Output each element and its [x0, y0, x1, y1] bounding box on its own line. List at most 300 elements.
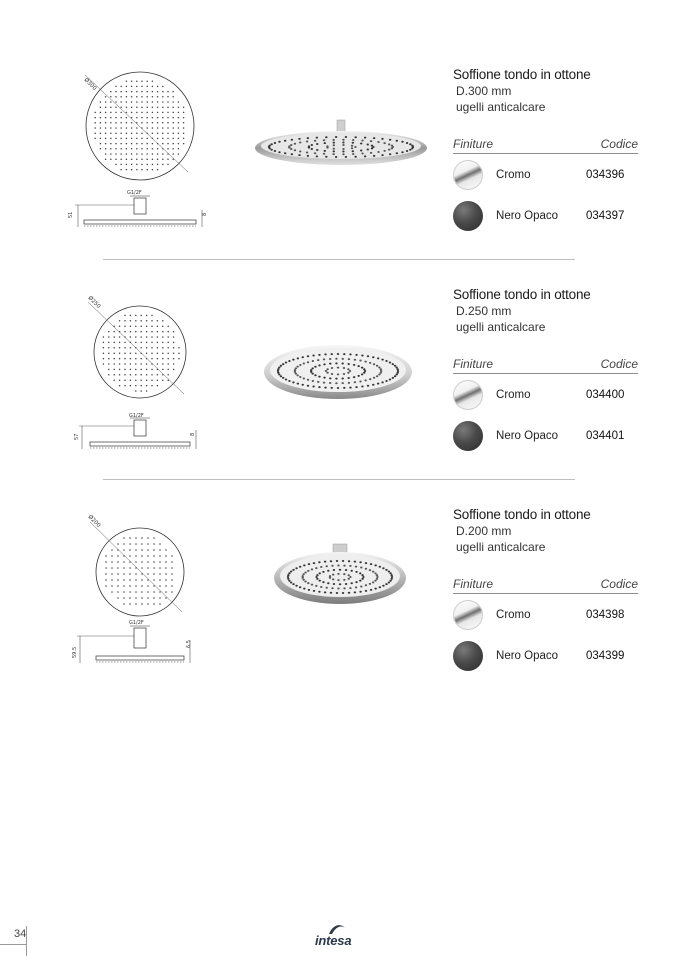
nozzle-dot: [151, 358, 153, 360]
nozzle-hole: [349, 576, 351, 578]
nozzle-dot: [136, 96, 138, 98]
nozzle-dot: [115, 148, 117, 150]
nozzle-dot: [141, 597, 143, 599]
nozzle-dot: [119, 320, 121, 322]
nozzle-dot: [159, 585, 161, 587]
nozzle-dot: [117, 585, 119, 587]
nozzle-dot: [157, 385, 159, 387]
nozzle-dot: [167, 132, 169, 134]
nozzle-dot: [178, 153, 180, 155]
nozzle-dot: [183, 127, 185, 129]
nozzle-dot: [183, 132, 185, 134]
nozzle-hole: [365, 590, 367, 592]
nozzle-dot: [124, 385, 126, 387]
nozzle-dot: [167, 374, 169, 376]
nozzle-dot: [131, 132, 133, 134]
nozzle-hole: [378, 374, 380, 376]
nozzle-dot: [113, 374, 115, 376]
nozzle-dot: [152, 96, 154, 98]
nozzle-dot: [171, 555, 173, 557]
nozzle-dot: [119, 363, 121, 365]
nozzle-dot: [123, 603, 125, 605]
nozzle-hole: [337, 353, 339, 355]
nozzle-hole: [337, 564, 339, 566]
nozzle-dot: [153, 573, 155, 575]
nozzle-hole: [280, 365, 282, 367]
nozzle-hole: [312, 386, 314, 388]
nozzle-hole: [326, 145, 328, 147]
nozzle-dot: [126, 143, 128, 145]
nozzle-hole: [329, 575, 331, 577]
nozzle-hole: [379, 566, 381, 568]
nozzle-dot: [162, 325, 164, 327]
nozzle-dot: [130, 320, 132, 322]
nozzle-dot: [141, 80, 143, 82]
nozzle-hole: [296, 366, 298, 368]
nozzle-dot: [162, 347, 164, 349]
nozzle-dot: [126, 153, 128, 155]
nozzle-dot: [162, 363, 164, 365]
nozzle-hole: [361, 139, 363, 141]
nozzle-hole: [324, 561, 326, 563]
nozzle-dot: [173, 342, 175, 344]
finishes-table-header: [453, 357, 638, 374]
nozzle-hole: [307, 570, 309, 572]
nozzle-hole: [303, 588, 305, 590]
nozzle-hole: [355, 586, 357, 588]
nozzle-dot: [140, 385, 142, 387]
nozzle-dot: [136, 132, 138, 134]
nozzle-hole: [389, 362, 391, 364]
nozzle-dot: [157, 112, 159, 114]
nozzle-dot: [108, 336, 110, 338]
finish-code: 034397: [586, 209, 625, 222]
nozzle-dot: [147, 537, 149, 539]
finish-row-chrome: [453, 154, 638, 195]
nozzle-dot: [119, 342, 121, 344]
nozzle-hole: [342, 150, 344, 152]
nozzle-hole: [342, 153, 344, 155]
nozzle-dot: [153, 549, 155, 551]
nozzle-dot: [129, 585, 131, 587]
product-feature: ugelli anticalcare: [456, 320, 546, 334]
nozzle-dot: [135, 352, 137, 354]
nozzle-hole: [307, 385, 309, 387]
nozzle-hole: [347, 363, 349, 365]
nozzle-dot: [183, 106, 185, 108]
nozzle-dot: [157, 148, 159, 150]
nozzle-dot: [136, 117, 138, 119]
nozzle-dot: [136, 80, 138, 82]
nozzle-hole: [352, 142, 354, 144]
nozzle-dot: [110, 138, 112, 140]
nozzle-dot: [172, 91, 174, 93]
header-finish: Finiture: [453, 577, 494, 591]
nozzle-dot: [126, 80, 128, 82]
nozzle-hole: [339, 583, 341, 585]
nozzle-hole: [335, 358, 337, 360]
nozzle-dot: [153, 543, 155, 545]
nozzle-dot: [115, 158, 117, 160]
nozzle-dot: [162, 158, 164, 160]
nozzle-hole: [364, 379, 366, 381]
nozzle-dot: [100, 138, 102, 140]
nozzle-dot: [178, 101, 180, 103]
nozzle-hole: [364, 155, 366, 157]
section-divider: [103, 479, 575, 480]
nozzle-dot: [120, 143, 122, 145]
nozzle-dot: [157, 91, 159, 93]
nozzle-hole: [360, 585, 362, 587]
nozzle-hole: [376, 375, 378, 377]
nozzle-hole: [381, 138, 383, 140]
nozzle-hole: [354, 381, 356, 383]
nozzle-dot: [167, 342, 169, 344]
nozzle-hole: [331, 373, 333, 375]
nozzle-dot: [152, 148, 154, 150]
nozzle-hole: [333, 569, 335, 571]
nozzle-dot: [152, 117, 154, 119]
nozzle-dot: [135, 543, 137, 545]
nozzle-hole: [318, 376, 320, 378]
nozzle-hole: [361, 574, 363, 576]
nozzle-hole: [318, 354, 320, 356]
nozzle-dot: [167, 325, 169, 327]
nozzle-hole: [290, 581, 292, 583]
nozzle-dot: [126, 106, 128, 108]
nozzle-dot: [152, 101, 154, 103]
nozzle-dot: [162, 320, 164, 322]
nozzle-hole: [294, 143, 296, 145]
nozzle-dot: [117, 591, 119, 593]
nozzle-dot: [157, 132, 159, 134]
nozzle-dot: [162, 86, 164, 88]
nozzle-dot: [141, 106, 143, 108]
nozzle-hole: [310, 371, 312, 373]
nozzle-hole: [329, 363, 331, 365]
nozzle-dot: [141, 537, 143, 539]
nozzle-hole: [359, 572, 361, 574]
nozzle-hole: [348, 578, 350, 580]
nozzle-hole: [324, 150, 326, 152]
nozzle-hole: [274, 142, 276, 144]
nozzle-dot: [173, 336, 175, 338]
nozzle-dot: [178, 352, 180, 354]
nozzle-dot: [157, 106, 159, 108]
nozzle-dot: [165, 585, 167, 587]
nozzle-dot: [117, 567, 119, 569]
nozzle-dot: [146, 117, 148, 119]
header-code: Codice: [600, 577, 638, 591]
nozzle-hole: [347, 372, 349, 374]
nozzle-hole: [397, 370, 399, 372]
nozzle-dot: [123, 567, 125, 569]
nozzle-dot: [152, 143, 154, 145]
nozzle-hole: [302, 573, 304, 575]
nozzle-dot: [141, 101, 143, 103]
nozzle-hole: [342, 142, 344, 144]
nozzle-dot: [115, 138, 117, 140]
nozzle-dot: [120, 91, 122, 93]
nozzle-dot: [120, 106, 122, 108]
nozzle-dot: [110, 112, 112, 114]
nozzle-hole: [365, 584, 367, 586]
nozzle-hole: [367, 385, 369, 387]
nozzle-hole: [401, 141, 403, 143]
nozzle-hole: [333, 144, 335, 146]
nozzle-hole: [370, 563, 372, 565]
nozzle-dot: [123, 579, 125, 581]
nozzle-dot: [146, 80, 148, 82]
nozzle-dot: [130, 315, 132, 317]
nozzle-hole: [332, 574, 334, 576]
nozzle-dot: [167, 106, 169, 108]
nozzle-dot: [162, 101, 164, 103]
nozzle-dot: [135, 585, 137, 587]
nozzle-hole: [370, 152, 372, 154]
nozzle-hole: [314, 366, 316, 368]
nozzle-hole: [351, 570, 353, 572]
nozzle-hole: [361, 354, 363, 356]
nozzle-hole: [369, 362, 371, 364]
nozzle-dot: [136, 112, 138, 114]
nozzle-dot: [140, 347, 142, 349]
nozzle-dot: [183, 138, 185, 140]
nozzle-dot: [146, 164, 148, 166]
nozzle-hole: [280, 375, 282, 377]
svg-text:57: 57: [74, 433, 80, 440]
nozzle-hole: [308, 145, 310, 147]
nozzle-hole: [367, 149, 369, 151]
nozzle-hole: [361, 153, 363, 155]
nozzle-hole: [304, 571, 306, 573]
nozzle-dot: [141, 158, 143, 160]
nozzle-dot: [110, 148, 112, 150]
svg-text:G1/2F: G1/2F: [129, 620, 144, 626]
svg-text:8: 8: [202, 212, 208, 216]
nozzle-dot: [123, 543, 125, 545]
nozzle-hole: [365, 562, 367, 564]
nozzle-hole: [367, 143, 369, 145]
nozzle-dot: [124, 369, 126, 371]
nozzle-dot: [151, 385, 153, 387]
nozzle-hole: [287, 574, 289, 576]
nozzle-dot: [162, 127, 164, 129]
nozzle-dot: [147, 561, 149, 563]
nozzle-hole: [372, 571, 374, 573]
nozzle-hole: [319, 572, 321, 574]
nozzle-dot: [146, 369, 148, 371]
nozzle-dot: [126, 112, 128, 114]
nozzle-dot: [162, 96, 164, 98]
nozzle-dot: [117, 579, 119, 581]
nozzle-dot: [126, 101, 128, 103]
nozzle-dot: [110, 106, 112, 108]
nozzle-dot: [135, 342, 137, 344]
nozzle-hole: [352, 139, 354, 141]
nozzle-dot: [126, 138, 128, 140]
nozzle-hole: [288, 360, 290, 362]
nozzle-dot: [152, 127, 154, 129]
nozzle-hole: [361, 386, 363, 388]
nozzle-hole: [369, 583, 371, 585]
nozzle-dot: [157, 153, 159, 155]
nozzle-dot: [123, 585, 125, 587]
nozzle-dot: [146, 374, 148, 376]
svg-text:6.5: 6.5: [186, 640, 192, 648]
product-title: Soffione tondo in ottone: [453, 287, 591, 302]
nozzle-dot: [108, 358, 110, 360]
nozzle-dot: [136, 169, 138, 171]
nozzle-hole: [324, 353, 326, 355]
nozzle-hole: [360, 567, 362, 569]
nozzle-dot: [171, 591, 173, 593]
nozzle-dot: [113, 363, 115, 365]
nozzle-dot: [157, 352, 159, 354]
nozzle-hole: [348, 358, 350, 360]
nozzle-dot: [183, 143, 185, 145]
chrome-swatch: [453, 380, 483, 410]
nozzle-dot: [111, 549, 113, 551]
nozzle-dot: [126, 86, 128, 88]
nozzle-dot: [110, 153, 112, 155]
nozzle-hole: [337, 387, 339, 389]
product-block-2: [0, 280, 678, 500]
nozzle-hole: [323, 139, 325, 141]
nozzle-hole: [342, 560, 344, 562]
nozzle-dot: [173, 369, 175, 371]
nozzle-hole: [385, 569, 387, 571]
nozzle-hole: [411, 147, 413, 149]
nozzle-hole: [374, 572, 376, 574]
nozzle-dot: [110, 101, 112, 103]
nozzle-dot: [140, 390, 142, 392]
nozzle-hole: [382, 585, 384, 587]
black-matte-swatch: [453, 201, 483, 231]
nozzle-dot: [135, 363, 137, 365]
nozzle-dot: [119, 369, 121, 371]
nozzle-dot: [178, 112, 180, 114]
nozzle-hole: [394, 365, 396, 367]
nozzle-dot: [178, 122, 180, 124]
nozzle-dot: [157, 101, 159, 103]
nozzle-hole: [311, 373, 313, 375]
nozzle-dot: [103, 336, 105, 338]
nozzle-hole: [312, 354, 314, 356]
nozzle-dot: [157, 358, 159, 360]
nozzle-dot: [131, 169, 133, 171]
nozzle-hole: [316, 143, 318, 145]
nozzle-dot: [172, 148, 174, 150]
nozzle-hole: [395, 374, 397, 376]
nozzle-hole: [294, 149, 296, 151]
nozzle-hole: [359, 380, 361, 382]
nozzle-dot: [172, 117, 174, 119]
nozzle-dot: [126, 122, 128, 124]
nozzle-dot: [165, 567, 167, 569]
nozzle-dot: [130, 325, 132, 327]
nozzle-dot: [140, 325, 142, 327]
nozzle-dot: [129, 597, 131, 599]
nozzle-dot: [157, 86, 159, 88]
nozzle-dot: [141, 585, 143, 587]
nozzle-hole: [378, 366, 380, 368]
nozzle-hole: [337, 588, 339, 590]
nozzle-hole: [325, 370, 327, 372]
nozzle-dot: [131, 153, 133, 155]
nozzle-dot: [100, 106, 102, 108]
nozzle-hole: [373, 137, 375, 139]
nozzle-dot: [147, 567, 149, 569]
nozzle-hole: [348, 574, 350, 576]
nozzle-hole: [354, 359, 356, 361]
nozzle-hole: [354, 136, 356, 138]
nozzle-hole: [303, 363, 305, 365]
nozzle-hole: [332, 153, 334, 155]
finish-name: Nero Opaco: [496, 429, 559, 442]
nozzle-dot: [135, 555, 137, 557]
nozzle-dot: [135, 591, 137, 593]
nozzle-dot: [115, 122, 117, 124]
nozzle-hole: [302, 384, 304, 386]
nozzle-hole: [343, 573, 345, 575]
nozzle-hole: [337, 579, 339, 581]
nozzle-hole: [329, 377, 331, 379]
nozzle-dot: [136, 148, 138, 150]
nozzle-dot: [124, 374, 126, 376]
nozzle-dot: [162, 153, 164, 155]
technical-drawing: [60, 500, 220, 720]
nozzle-dot: [165, 591, 167, 593]
nozzle-dot: [136, 153, 138, 155]
nozzle-dot: [141, 96, 143, 98]
nozzle-dot: [162, 336, 164, 338]
nozzle-dot: [117, 561, 119, 563]
nozzle-dot: [167, 91, 169, 93]
nozzle-dot: [117, 555, 119, 557]
nozzle-dot: [120, 158, 122, 160]
nozzle-hole: [317, 359, 319, 361]
nozzle-dot: [167, 143, 169, 145]
nozzle-hole: [301, 575, 303, 577]
nozzle-dot: [115, 132, 117, 134]
nozzle-dot: [162, 91, 164, 93]
nozzle-dot: [152, 169, 154, 171]
intesa-logo: intesa: [315, 922, 367, 950]
nozzle-dot: [131, 158, 133, 160]
nozzle-dot: [108, 347, 110, 349]
nozzle-dot: [94, 112, 96, 114]
nozzle-dot: [108, 374, 110, 376]
nozzle-dot: [140, 336, 142, 338]
nozzle-dot: [108, 363, 110, 365]
nozzle-dot: [146, 106, 148, 108]
nozzle-dot: [94, 127, 96, 129]
nozzle-hole: [388, 143, 390, 145]
nozzle-dot: [159, 597, 161, 599]
nozzle-dot: [146, 320, 148, 322]
nozzle-dot: [157, 158, 159, 160]
nozzle-dot: [136, 106, 138, 108]
nozzle-dot: [124, 363, 126, 365]
nozzle-dot: [173, 352, 175, 354]
section-divider: [103, 259, 575, 260]
nozzle-dot: [113, 379, 115, 381]
nozzle-hole: [331, 387, 333, 389]
nozzle-hole: [333, 142, 335, 144]
nozzle-hole: [373, 363, 375, 365]
nozzle-hole: [336, 560, 338, 562]
